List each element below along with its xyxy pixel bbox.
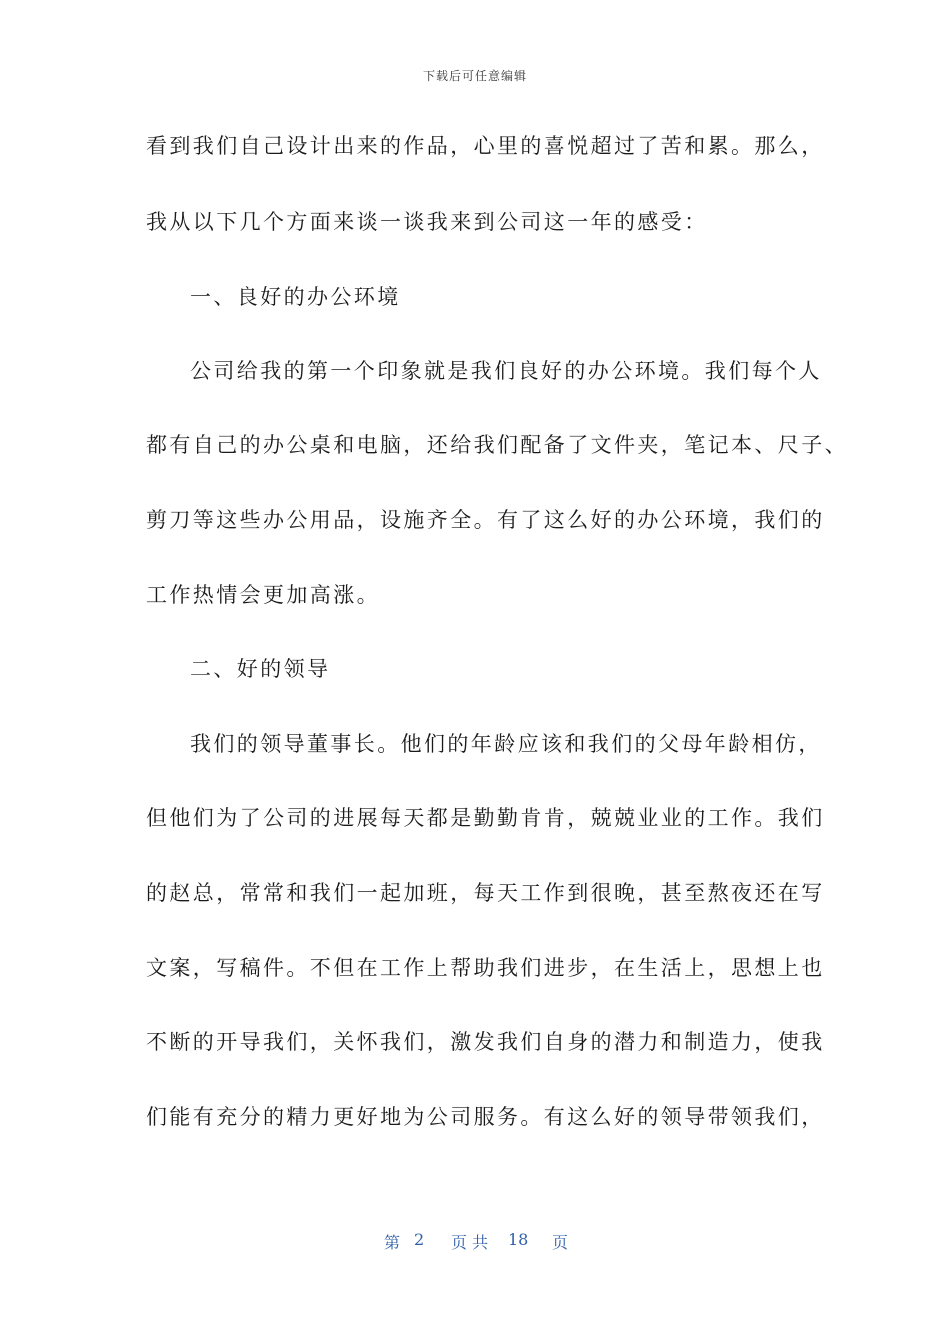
footer-label-ye-gong: 页 共	[451, 1233, 489, 1252]
footer-current-page: 2	[414, 1230, 425, 1249]
paragraph-line: 我从以下几个方面来谈一谈我来到公司这一年的感受：	[146, 210, 708, 234]
paragraph-line: 的赵总，常常和我们一起加班，每天工作到很晚，甚至熬夜还在写	[146, 881, 825, 905]
paragraph-line: 不断的开导我们，关怀我们，激发我们自身的潜力和制造力，使我	[146, 1030, 825, 1054]
page-footer	[0, 1230, 950, 1252]
footer-label-ye: 页	[552, 1233, 569, 1252]
paragraph-line: 们能有充分的精力更好地为公司服务。有这么好的领导带领我们，	[146, 1105, 825, 1129]
footer-total-pages: 18	[508, 1230, 529, 1249]
paragraph-line: 看到我们自己设计出来的作品，心里的喜悦超过了苦和累。那么，	[146, 134, 825, 158]
paragraph-line: 公司给我的第一个印象就是我们良好的办公环境。我们每个人	[190, 359, 822, 383]
paragraph-line: 都有自己的办公桌和电脑，还给我们配备了文件夹，笔记本、尺子、	[146, 433, 848, 457]
paragraph-line: 剪刀等这些办公用品，设施齐全。有了这么好的办公环境，我们的	[146, 508, 825, 532]
paragraph-line: 但他们为了公司的进展每天都是勤勤肯肯，兢兢业业的工作。我们	[146, 806, 825, 830]
header-note: 下载后可任意编辑	[422, 69, 527, 83]
paragraph-line: 我们的领导董事长。他们的年龄应该和我们的父母年龄相仿，	[190, 732, 822, 756]
section-heading: 一、良好的办公环境	[190, 285, 401, 309]
section-heading: 二、好的领导	[190, 657, 331, 681]
paragraph-line: 工作热情会更加高涨。	[146, 583, 380, 607]
footer-label-di: 第	[384, 1233, 401, 1252]
paragraph-line: 文案，写稿件。不但在工作上帮助我们进步，在生活上，思想上也	[146, 956, 825, 980]
